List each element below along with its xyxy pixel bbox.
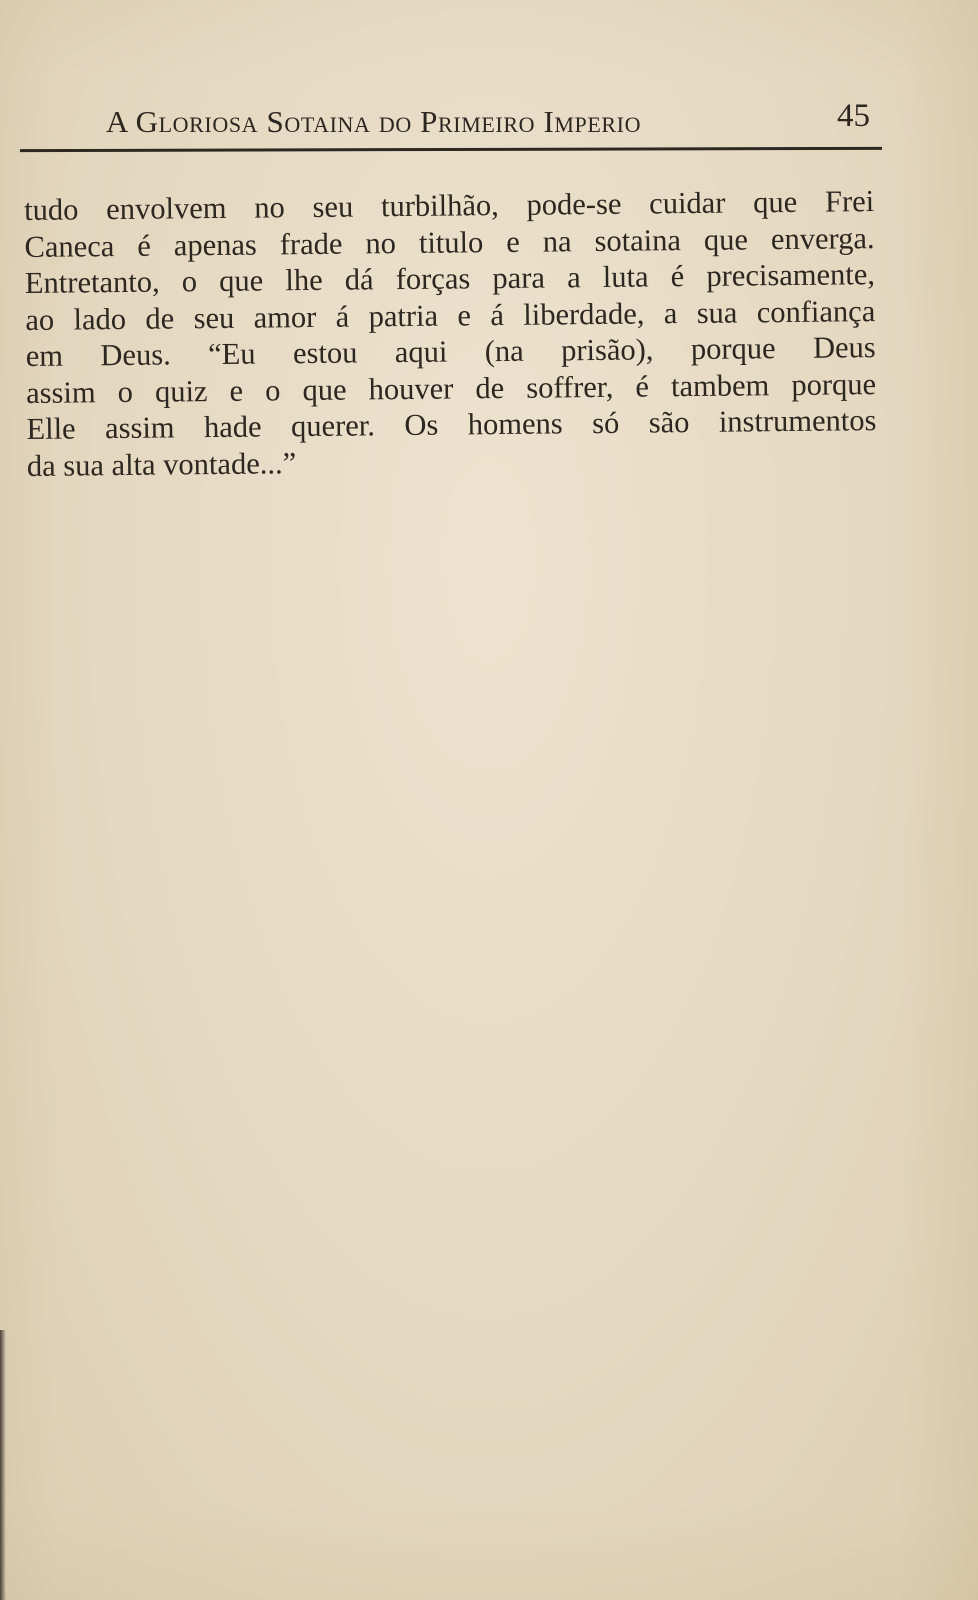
text-line: Entretanto, o que lhe dá forças para a luta é precisamente, [24,257,876,300]
text-line: tudo envolvem no seu turbilhão, pode-se cuidar que Frei [24,184,875,227]
text-line: da sua alta vontade...” [26,445,297,483]
text-line: Caneca é apenas frade no titulo e na sotaina que enverga. [24,220,875,264]
page-number: 45 [837,98,870,134]
text-line: em Deus. “Eu estou aqui (na prisão), porque Deus [25,330,876,373]
text-line: ao lado de seu amor á patria e á liberdade, a sua confiança [25,293,876,337]
text-line: Elle assim hade querer. Os homens só são instrumentos [26,403,877,446]
text-line: assim o quiz e o que houver de soffrer, é tambem porque [25,366,877,410]
running-title: A Gloriosa Sotaina do Primeiro Imperio [106,104,642,139]
running-head [28,96,876,146]
body-paragraph [24,183,877,484]
page-edge-shadow [0,1330,6,1600]
header-rule [20,147,882,152]
